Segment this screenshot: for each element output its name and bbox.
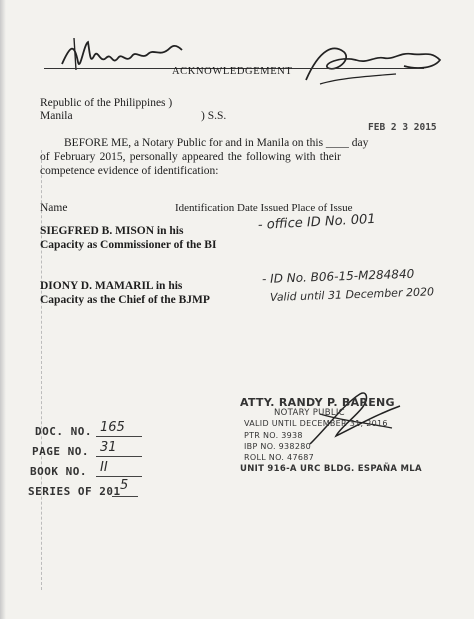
page-no-underline bbox=[96, 456, 142, 457]
book-no-label: BOOK NO. bbox=[30, 465, 87, 478]
person-2-validity: Valid until 31 December 2020 bbox=[269, 285, 435, 304]
notary-stamp-ibp: IBP NO. 938280 bbox=[244, 442, 311, 451]
person-1-name: SIEGFRED B. MISON in his bbox=[40, 225, 184, 237]
margin-line bbox=[41, 150, 42, 590]
signature-right bbox=[300, 38, 445, 93]
venue-ss: ) S.S. bbox=[201, 110, 227, 122]
person-1-capacity: Capacity as Commissioner of the BI bbox=[40, 239, 217, 251]
date-stamp: FEB 2 3 2015 bbox=[368, 122, 437, 133]
header-identification: Identification Date Issued Place of Issue bbox=[175, 202, 353, 214]
series-value: 5 bbox=[120, 478, 129, 493]
venue-republic: Republic of the Philippines ) bbox=[40, 97, 173, 109]
series-label: SERIES OF 201 bbox=[28, 485, 121, 498]
page-edge-shadow bbox=[0, 0, 6, 619]
body-line-2: of February 2015, personally appeared the following with their bbox=[40, 151, 341, 163]
body-line-1: BEFORE ME, a Notary Public for and in Manila on this ____ day bbox=[64, 137, 369, 149]
signature-left bbox=[60, 34, 185, 76]
notary-stamp-title: NOTARY PUBLIC bbox=[274, 408, 345, 418]
person-2-name: DIONY D. MAMARIL in his bbox=[40, 280, 183, 292]
notary-stamp-name: ATTY. RANDY P. BARENG bbox=[240, 396, 395, 409]
person-2-id: - ID No. B06-15-M284840 bbox=[261, 266, 415, 286]
series-underline bbox=[112, 496, 138, 497]
person-1-id: - office ID No. 001 bbox=[257, 211, 377, 233]
page-no-label: PAGE NO. bbox=[32, 445, 89, 458]
doc-no-label: DOC. NO. bbox=[35, 425, 92, 438]
notary-stamp-validity: VALID UNTIL DECEMBER 31, 2016 bbox=[244, 419, 388, 428]
doc-no-value: 165 bbox=[100, 420, 125, 435]
body-line-3: competence evidence of identification: bbox=[40, 165, 219, 177]
book-no-underline bbox=[96, 476, 142, 477]
person-2-capacity: Capacity as the Chief of the BJMP bbox=[40, 294, 210, 306]
venue-city: Manila bbox=[40, 110, 73, 122]
notary-stamp-roll: ROLL NO. 47687 bbox=[244, 453, 315, 462]
notary-stamp-ptr: PTR NO. 3938 bbox=[244, 431, 303, 440]
doc-no-underline bbox=[96, 436, 142, 437]
page-no-value: 31 bbox=[100, 440, 117, 455]
acknowledgement-heading: ACKNOWLEDGEMENT bbox=[172, 66, 293, 77]
header-name: Name bbox=[40, 202, 68, 214]
notary-stamp-address: UNIT 916-A URC BLDG. ESPAÑA MLA bbox=[240, 464, 422, 474]
book-no-value: II bbox=[100, 460, 108, 475]
